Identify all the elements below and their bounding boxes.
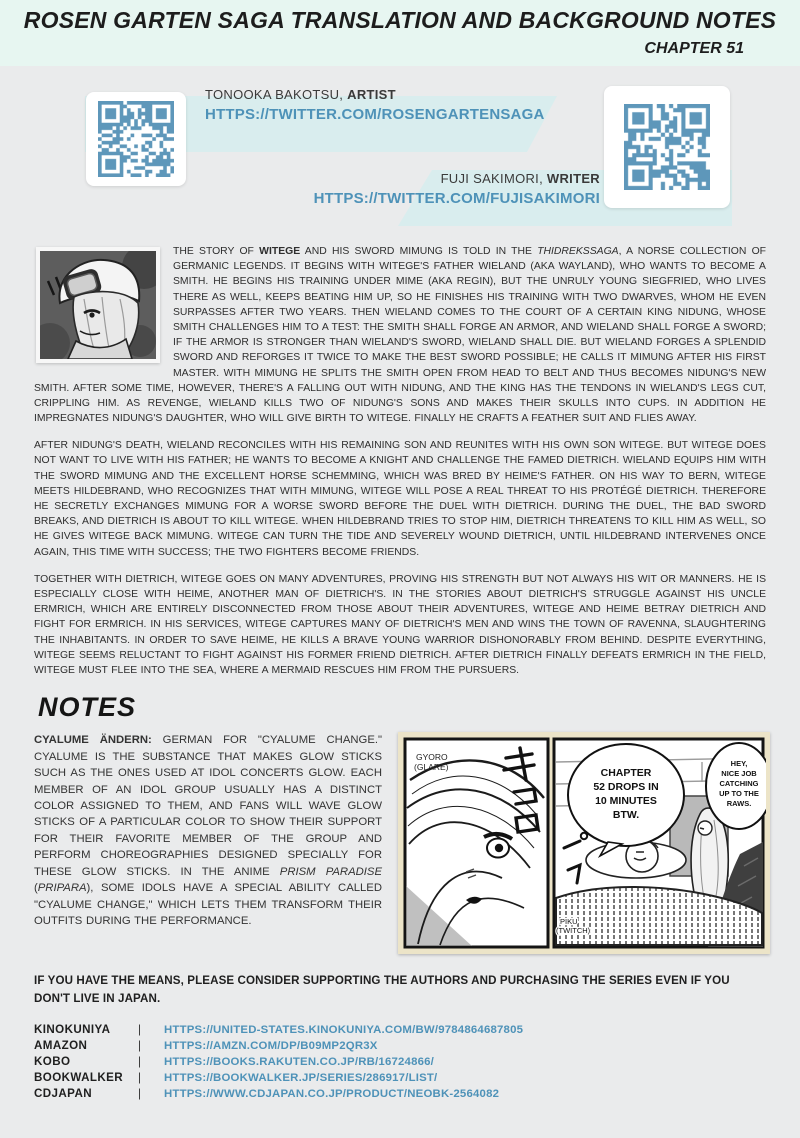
artist-qr-card	[86, 92, 186, 186]
page-header	[0, 0, 800, 66]
sfx-piku-label: PIKU	[560, 917, 578, 927]
writer-name: FUJI SAKIMORI,	[440, 171, 543, 186]
divider: |	[138, 1039, 142, 1052]
store-link-kobo[interactable]: HTTPS://BOOKS.RAKUTEN.CO.JP/RB/16724866/	[164, 1056, 435, 1068]
store-name-cdjapan: CDJAPAN	[34, 1087, 92, 1100]
story-section	[34, 244, 766, 678]
svg-text:(GLARE): (GLARE)	[414, 762, 449, 773]
manga-panel-right	[554, 739, 766, 947]
notes-paragraph: CYALUME ÄNDERN: GERMAN FOR "CYALUME CHANGE." CYALUME IS THE SUBSTANCE THAT MAKES GLOW STICKS SUCH AS THE ONES USED AT IDOL CONCERTS GLOW. EACH MEMBER OF AN IDOL GROUP USUALLY HAS A DISTINCT COLOR ASSIGNED TO THEM, AND FANS WILL WAVE GLOW STICKS OF A PARTICULAR COLOR TO SHOW THEIR SUPPORT FOR THEIR FAVORITE MEMBER OF THE GROUP AND PERFORM CHOREOGRAPHIES DESIGNED SPECIALLY FOR THESE GLOW STICKS. IN THE ANIME PRISM PARADISE (PRIPARA), SOME IDOLS HAVE A SPECIAL ABILITY CALLED "CYALUME CHANGE," WHICH LETS THEM TRANSFORM THEIR OUTFITS DURING THE PERFORMANCE.	[34, 734, 382, 928]
artist-role: ARTIST	[347, 87, 396, 102]
story-paragraph-1: THE STORY OF WITEGE AND HIS SWORD MIMUNG IS TOLD IN THE THIDREKSSAGA, A NORSE COLLECTION OF GERMANIC LEGENDS. IT BEGINS WITH WITEGE'S FATHER WIELAND (AKA WAYLAND), WHO WANTS TO BECOME A SMITH. HE BEGINS HIS TRAINING UNDER MIME (AKA REGIN), BUT THE UNRULY YOUNG SIEGFRIED, WHO LIVES THERE AS WELL, KEEPS BEATING HIM UP, SO HE FINISHES HIS TRAINING WITH TWO DWARVES, WHOM HE EVEN SURPASSES AFTER TWO YEARS. THEN WIELAND COMES TO THE COURT OF A CERTAIN KING NIDUNG, WHOSE SMITH CHALLENGES HIM TO A TEST: THE SMITH SHALL FORGE AN ARMOR, AND WIELAND SHALL FORGE A SWORD; IF THE ARMOR IS STRONGER THAN WIELAND'S SWORD, WIELAND SHALL DIE. BUT WIELAND FORGES A SPLENDID SWORD AND REFORGES IT TWICE TO MAKE THE BEST SWORD POSSIBLE; HE CALLS IT MIMUNG AFTER HIS FIRST MASTER. WITH MIMUNG HE SPLITS THE SMITH OPEN FROM HEAD TO BELT AND THUS BECOMES NIDUNG'S NEW SMITH. AFTER SOME TIME, HOWEVER, THERE'S A FALLING OUT WITH NIDUNG, AND THE KING HAS THE TENDONS IN WIELAND'S LEGS CUT, CRIPPLING HIM. AS REVENGE, WIELAND KILLS TWO OF NIDUNG'S SONS AND MAKES THEIR SKULLS INTO CUPS. IN ADDITION HE IMPREGNATES NIDUNG'S DAUGHTER, WHO WILL GIVE BIRTH TO WITEGE. FINALLY HE CRAFTS A FEATHER SUIT AND FLIES AWAY.	[34, 246, 766, 425]
svg-text:UP TO THE: UP TO THE	[719, 789, 759, 799]
svg-text:CATCHING: CATCHING	[719, 779, 759, 789]
notes-section	[34, 692, 766, 954]
credits-banner	[0, 84, 800, 234]
svg-text:HEY,: HEY,	[730, 759, 748, 769]
chapter-label: CHAPTER 51	[644, 40, 744, 57]
support-message: IF YOU HAVE THE MEANS, PLEASE CONSIDER SUPPORTING THE AUTHORS AND PURCHASING THE SERIES EVEN IF YOU DON'T LIVE IN JAPAN.	[34, 974, 730, 1006]
svg-text:10 MINUTES: 10 MINUTES	[595, 795, 657, 808]
story-paragraph-3: TOGETHER WITH DIETRICH, WITEGE GOES ON MANY ADVENTURES, PROVING HIS STRENGTH BUT NOT ALWAYS HIS WIT OR MANNERS. HE IS ESPECIALLY CLOSE WITH HEIME, ANOTHER MAN OF DIETRICH'S. IN THE STORIES ABOUT DIETRICH'S STRUGGLE AGAINST HIS UNCLE ERMRICH, WHICH ARE ENTIRELY DISCONNECTED FROM THOSE ABOUT THEIR ADVENTURES, WITEGE AND HEIME BETRAY DIETRICH AND FIGHT FOR ERMRICH. IN HIS SERVICES, WITEGE CAPTURES MANY OF DIETRICH'S MEN AND WINS THE TOWN OF RAVENNA, SLAUGHTERING THE INHABITANTS. IN ORDER TO SAVE HEIME, HE KILLS A BRAVE YOUNG WARRIOR DISHONORABLY FROM BEHIND. DESPITE EVERYTHING, WITEGE SEEMS RELUCTANT TO FIGHT AGAINST HIS FORMER FRIEND DIETRICH. AFTER DIETRICH FINALLY DEFEATS ERMRICH IN THE FIELD, WITEGE MUST FLEE INTO THE SEA, WHERE A MERMAID RESCUES HIM FROM THE PURSUERS.	[34, 573, 766, 676]
page-title: ROSEN GARTEN SAGA TRANSLATION AND BACKGROUND NOTES	[23, 7, 777, 33]
artist-name: TONOOKA BAKOTSU,	[205, 87, 344, 102]
writer-role: WRITER	[546, 171, 600, 186]
svg-text:RAWS.: RAWS.	[726, 799, 752, 809]
svg-text:(TWITCH): (TWITCH)	[556, 926, 591, 936]
svg-text:BTW.: BTW.	[612, 809, 640, 822]
store-link-cdjapan[interactable]: HTTPS://WWW.CDJAPAN.CO.JP/PRODUCT/NEOBK-2564082	[164, 1088, 500, 1100]
speech-bubble-right	[706, 743, 766, 829]
store-link-kinokuniya[interactable]: HTTPS://UNITED-STATES.KINOKUNIYA.COM/BW/9784864687805	[164, 1024, 524, 1036]
store-name-kobo: KOBO	[34, 1055, 71, 1068]
store-link-amazon[interactable]: HTTPS://AMZN.COM/DP/B09MP2QR3X	[164, 1040, 378, 1052]
svg-text:CHAPTER: CHAPTER	[600, 767, 652, 780]
store-name-bookwalker: BOOKWALKER	[34, 1071, 124, 1084]
writer-twitter-link[interactable]: HTTPS://TWITTER.COM/FUJISAKIMORI	[313, 189, 600, 207]
svg-text:52 DROPS IN: 52 DROPS IN	[593, 781, 659, 794]
character-avatar	[36, 247, 160, 363]
artist-twitter-link[interactable]: HTTPS://TWITTER.COM/ROSENGARTENSAGA	[205, 105, 545, 123]
writer-twitter-qr-icon	[624, 104, 710, 190]
divider: |	[138, 1087, 142, 1100]
avatar-illustration	[40, 251, 156, 359]
store-links-list	[34, 1023, 766, 1100]
manga-panel-left	[405, 739, 548, 947]
store-name-kinokuniya: KINOKUNIYA	[34, 1023, 111, 1036]
artist-credit	[205, 88, 545, 123]
notes-heading: NOTES	[38, 692, 137, 723]
main-content	[34, 244, 766, 1100]
store-name-amazon: AMAZON	[34, 1039, 88, 1052]
manga-panel-image	[398, 732, 770, 954]
svg-text:NICE JOB: NICE JOB	[721, 769, 757, 779]
divider: |	[138, 1023, 142, 1036]
manga-panels	[402, 736, 766, 950]
story-paragraph-2: AFTER NIDUNG'S DEATH, WIELAND RECONCILES WITH HIS REMAINING SON AND REUNITES WITH HIS OWN SON WITEGE. BUT WITEGE DOES NOT WANT TO LIVE WITH HIS FATHER; HE WANTS TO BECOME A KNIGHT AND CHALLENGE THE FAMED DIETRICH. WIELAND EQUIPS HIM WITH THE SWORD MIMUNG AND THE EXCELLENT HORSE SCHEMMING, WHICH WAS BRED BY HEIME'S FATHER. ON HIS WAY TO BERN, WITEGE MEETS HILDEBRAND, WHO RECOGNIZES THAT WITH MIMUNG, WITEGE WILL POSE A REAL THREAT TO HIS PROTÉGÉ DIETRICH. THEREFORE HE SECRETLY EXCHANGES MIMUNG FOR A WORSE SWORD BEFORE THE DUEL WITH DIETRICH. DURING THE DUEL, THE BAD SWORD BREAKS, AND DIETRICH IS ABOUT TO KILL WITEGE. WHEN HILDEBRAND TRIES TO STOP HIM, DIETRICH THREATENS TO KILL HIM AS WELL, SO HE GIVES WITEGE BACK MIMUNG. WITEGE CAN TURN THE TIDE AND SEVERELY WOUND DIETRICH, UNTIL HILDEBRAND INTERVENES ONCE AGAIN, THIS TIME WITH SUCCESS; THE TWO FIGHTERS BECOME FRIENDS.	[34, 440, 766, 558]
artist-twitter-qr-icon	[98, 101, 174, 177]
divider: |	[138, 1071, 142, 1084]
sfx-gyoro-label: GYORO	[416, 752, 448, 763]
divider: |	[138, 1055, 142, 1068]
writer-qr-card	[604, 86, 730, 208]
writer-credit	[314, 172, 600, 207]
store-link-bookwalker[interactable]: HTTPS://BOOKWALKER.JP/SERIES/286917/LIST/	[164, 1072, 438, 1084]
